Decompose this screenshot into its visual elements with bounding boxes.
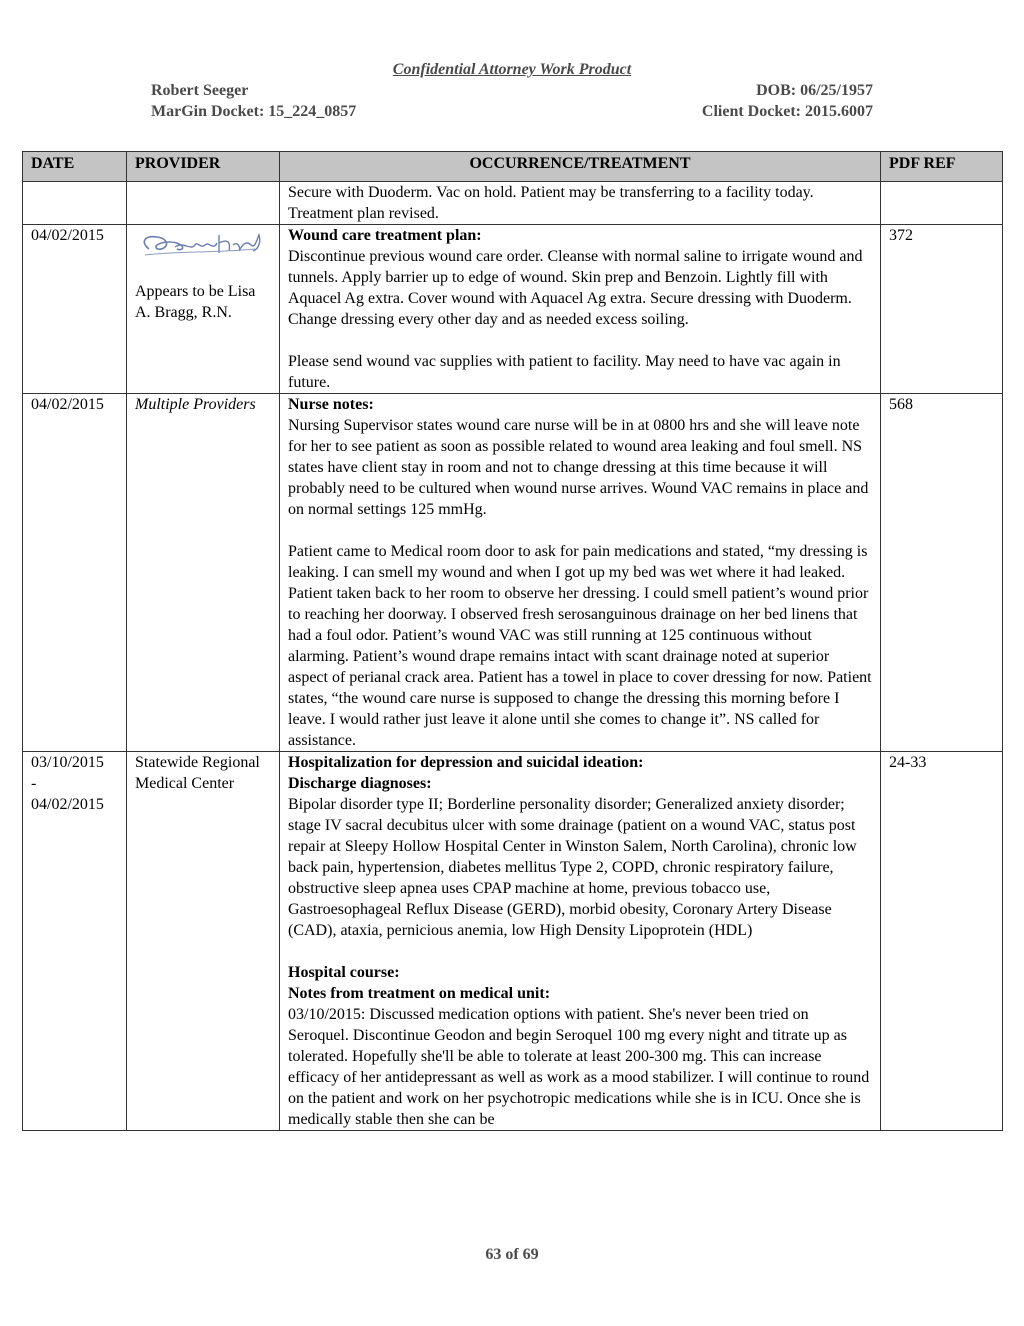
table-row (23, 394, 1003, 752)
entry-subheading: Notes from treatment on medical unit: (288, 985, 551, 1002)
entry-heading: Wound care treatment plan: (288, 227, 482, 244)
document-header (0, 60, 1024, 122)
row-date (23, 752, 127, 1131)
row-pdf-ref (881, 182, 1003, 225)
date-separator: - (31, 775, 37, 792)
row-pdf-ref: 372 (881, 225, 1003, 394)
date-to: 04/02/2015 (31, 796, 104, 813)
patient-dob: DOB: 06/25/1957 (756, 82, 873, 99)
entry-subheading: Discharge diagnoses: (288, 775, 432, 792)
row-pdf-ref: 24-33 (881, 752, 1003, 1131)
page-number: 63 of 69 (485, 1246, 539, 1263)
row-provider (127, 225, 280, 394)
header-row-2 (151, 101, 873, 122)
entry-heading: Hospital course: (288, 964, 400, 981)
patient-name: Robert Seeger (151, 82, 249, 99)
confidential-banner: Confidential Attorney Work Product (392, 61, 632, 78)
entry-paragraph: Nursing Supervisor states wound care nurse will be in at 0800 hrs and she will leave note for her to see patient as soon as possible related to wound area leaking and foul smell. NS states have client stay in room and not to change dressing at this time because it will probably need to be cultured when wound nurse arrives. Wound VAC remains in place and on normal settings 125 mmHg. (288, 417, 869, 518)
header-row-1 (151, 80, 873, 101)
occurrence-text: Secure with Duoderm. Vac on hold. Patient may be transferring to a facility today. Treatment plan revised. (288, 184, 814, 222)
signature-image (135, 227, 265, 273)
entry-paragraph: Please send wound vac supplies with patient to facility. May need to have vac again in future. (288, 353, 841, 391)
table-header-row (23, 152, 1003, 182)
row-occurrence (280, 225, 881, 394)
row-occurrence (280, 182, 881, 225)
row-pdf-ref: 568 (881, 394, 1003, 752)
entry-paragraph: Discontinue previous wound care order. Cleanse with normal saline to irrigate wound and tunnels. Apply barrier up to edge of wound. Skin prep and Benzoin. Lightly fill with Aquacel Ag extra. Cover wound with Aquacel Ag extra. Secure dressing with Duoderm. Change dressing every other day and as needed excess soiling. (288, 248, 863, 328)
col-header-date: DATE (23, 152, 127, 182)
entry-heading: Nurse notes: (288, 396, 374, 413)
col-header-occurrence: OCCURRENCE/TREATMENT (280, 152, 881, 182)
client-docket: Client Docket: 2015.6007 (701, 103, 873, 120)
table-row (23, 752, 1003, 1131)
row-occurrence (280, 394, 881, 752)
entry-paragraph: Bipolar disorder type II; Borderline personality disorder; Generalized anxiety disorder; stage IV sacral decubitus ulcer with some drainage (patient on a wound VAC, status post repair at Sleepy Hollow Hospital Center in Winston Salem, North Carolina), chronic low back pain, hypertension, diabetes mellitus Type 2, COPD, chronic respiratory failure, obstructive sleep apnea uses CPAP machine at home, previous tobacco use, Gastroesophageal Reflux Disease (GERD), morbid obesity, Coronary Artery Disease (CAD), ataxia, pernicious anemia, low High Density Lipoprotein (HDL) (288, 796, 857, 939)
entry-paragraph: 03/10/2015: Discussed medication options with patient. She's never been tried on Seroquel. Discontinue Geodon and begin Seroquel 100 mg every night and titrate up as tolerated. Hopefully she'll be able to tolerate at least 200-300 mg. This can increase efficacy of her antidepressant as well as work as a mood stabilizer. I will continue to round on the patient and work on her psychotropic medications while she is in ICU. Once she is medically stable then she can be (288, 1006, 870, 1128)
records-table (22, 151, 1003, 1131)
row-date: 04/02/2015 (23, 225, 127, 394)
row-date: 04/02/2015 (23, 394, 127, 752)
margin-docket: MarGin Docket: 15_224_0857 (151, 103, 357, 120)
provider-note: Appears to be Lisa A. Bragg, R.N. (135, 283, 256, 321)
entry-paragraph: Patient came to Medical room door to ask for pain medications and stated, “my dressing is leaking. I can smell my wound and when I got up my bed was wet where it had leaked. Patient taken back to her room to observe her dressing. I could smell patient’s wound prior to reaching her doorway. I observed fresh serosanguinous drainage on her bed linens that had a foul odor. Patient’s wound VAC was still running at 125 continuous without alarming. Patient’s wound drape remains intact with scant drainage noted at superior aspect of perianal crack area. Patient has a towel in place to cover dressing for now. Patient states, “the wound care nurse is supposed to change the dressing this morning before I leave. I would rather just leave it alone until she comes to change it”. NS called for assistance. (288, 543, 872, 749)
entry-heading: Hospitalization for depression and suicidal ideation: (288, 754, 644, 771)
row-provider: Multiple Providers (127, 394, 280, 752)
row-provider (127, 182, 280, 225)
date-from: 03/10/2015 (31, 754, 104, 771)
table-row (23, 225, 1003, 394)
row-occurrence (280, 752, 881, 1131)
col-header-provider: PROVIDER (127, 152, 280, 182)
row-provider: Statewide Regional Medical Center (127, 752, 280, 1131)
row-date (23, 182, 127, 225)
col-header-pdf-ref: PDF REF (881, 152, 1003, 182)
table-row (23, 182, 1003, 225)
